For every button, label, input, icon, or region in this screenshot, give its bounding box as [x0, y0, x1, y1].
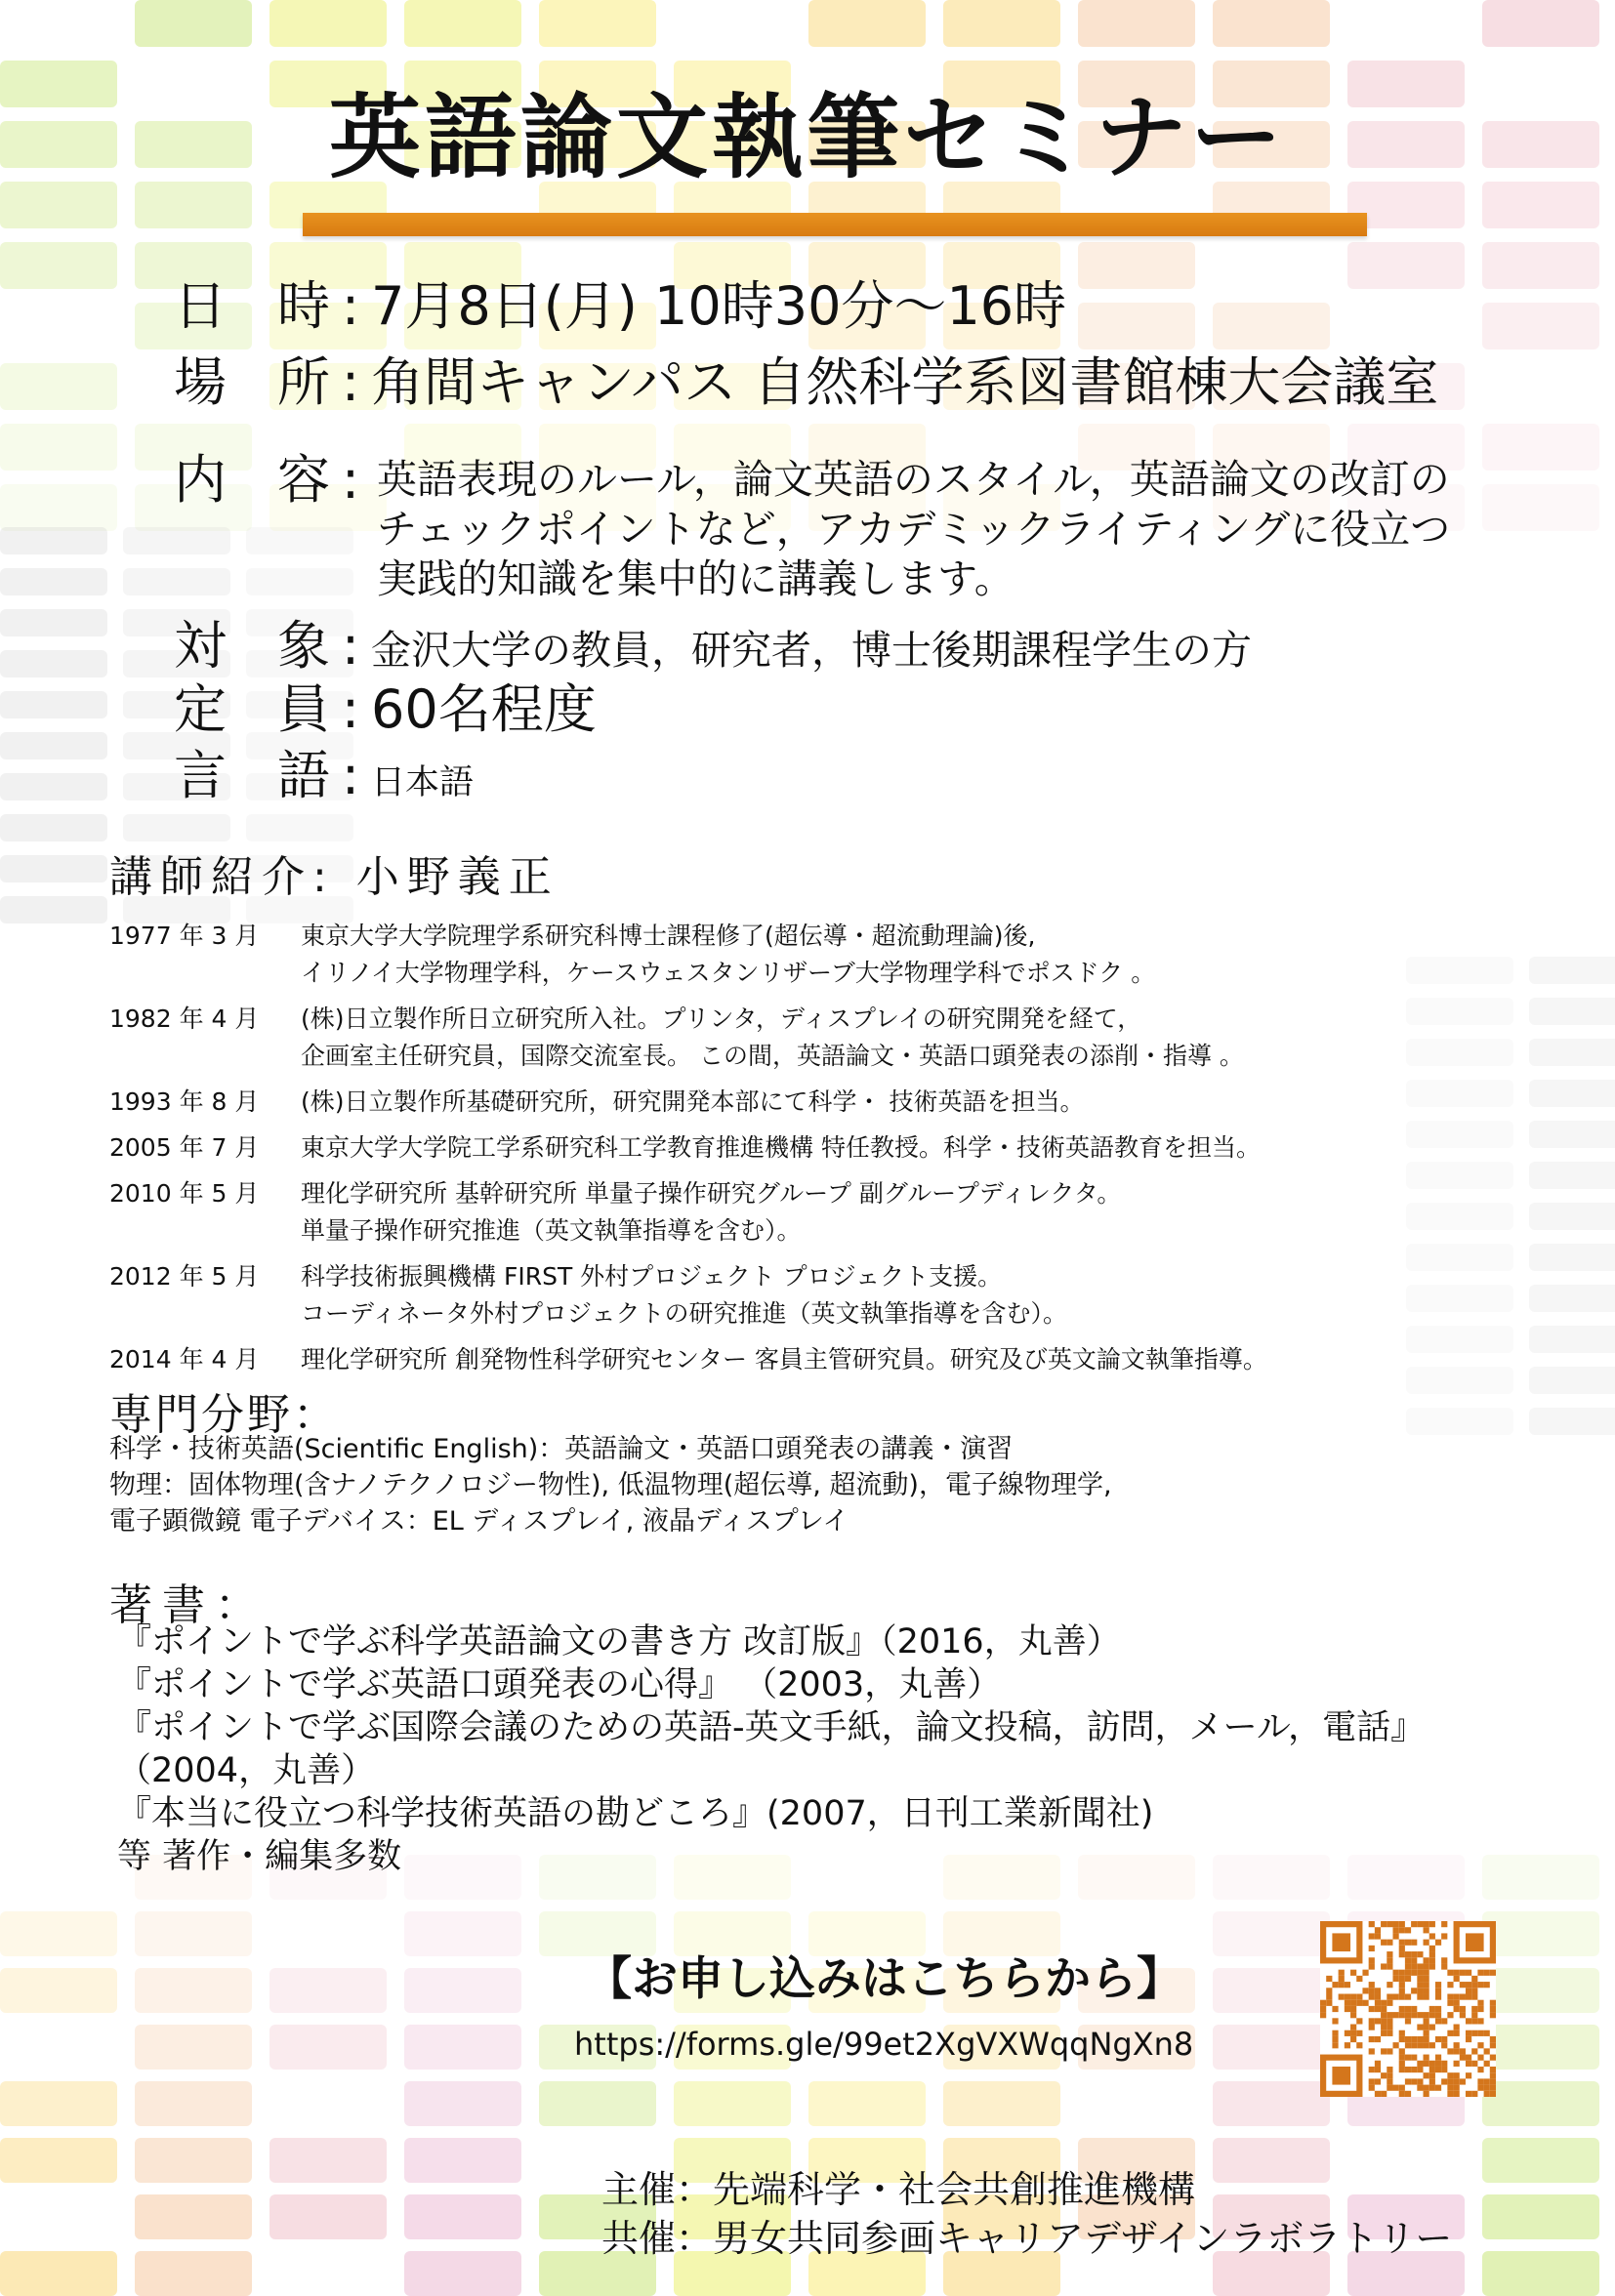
career-date: 1982 年 4 月: [109, 1004, 260, 1033]
career-line: 企画室主任研究員，国際交流室長。 この間，英語論文・英語口頭発表の添削・指導 。: [301, 1042, 1244, 1070]
info-capacity: [174, 678, 597, 740]
career-entry: [109, 918, 1267, 992]
book-list: [117, 1620, 1425, 1878]
info-capacity-value: 60名程度: [371, 678, 597, 740]
book-item: 『ポイントで学ぶ英語口頭発表の心得』 （2003，丸善）: [117, 1665, 1002, 1704]
info-language: [174, 745, 474, 806]
career-date: 2012 年 5 月: [109, 1262, 260, 1291]
content-line: 実践的知識を集中的に講義します。: [377, 554, 1015, 602]
info-datetime-label: 日 時: [174, 275, 330, 337]
info-content: [174, 449, 371, 511]
field-line: 電子顕微鏡 電子デバイス：EL ディスプレイ, 液晶ディスプレイ: [109, 1506, 849, 1537]
content-line: チェックポイントなど，アカデミックライティングに役立つ: [377, 505, 1451, 553]
organizer-cohost: 共催：男女共同参画キャリアデザインラボラトリー: [601, 2217, 1453, 2260]
info-target-value: 金沢大学の教員，研究者，博士後期課程学生の方: [371, 627, 1252, 674]
info-capacity-label: 定 員: [174, 678, 330, 740]
info-place-value: 角間キャンパス 自然科学系図書館棟大会議室: [371, 351, 1439, 413]
info-colon: :: [341, 275, 360, 337]
apply-url-link[interactable]: https://forms.gle/99et2XgVXWqqNgXn8: [574, 2026, 1194, 2063]
info-colon: :: [341, 745, 360, 806]
career-date: 1993 年 8 月: [109, 1087, 260, 1116]
content-line: 英語表現のルール，論文英語のスタイル，英語論文の改訂の: [377, 456, 1450, 503]
career-list: [109, 918, 1267, 1387]
apply-heading: 【お申し込みはこちらから】: [586, 1952, 1182, 2006]
info-target: [174, 615, 1252, 676]
field-list: [109, 1431, 1112, 1539]
info-datetime-value: 7月8日(月) 10時30分～16時: [371, 275, 1067, 337]
info-datetime: [174, 275, 1066, 337]
field-heading: 専門分野：: [109, 1390, 339, 1440]
info-colon: :: [341, 615, 360, 676]
field-line: 科学・技術英語(Scientific English)：英語論文・英語口頭発表の講義・演習: [109, 1434, 1014, 1464]
career-line: 単量子操作研究推進（英文執筆指導を含む）。: [301, 1216, 802, 1245]
info-place: [174, 351, 1438, 413]
career-line: (株)日立製作所日立研究所入社。プリンタ，ディスプレイの研究開発を経て，: [301, 1004, 1142, 1033]
career-line: 東京大学大学院工学系研究科工学教育推進機構 特任教授。科学・技術英語教育を担当。: [301, 1133, 1261, 1162]
info-colon: :: [341, 351, 360, 413]
book-item: 『ポイントで学ぶ国際会議のための英語-英文手紙，論文投稿，訪問，メール，電話』: [117, 1708, 1426, 1747]
lecturer-heading: 講師紹介: 小野義正: [109, 852, 559, 902]
career-date: 1977 年 3 月: [109, 922, 260, 950]
field-line: 物理：固体物理(含ナノテクノロジー物性), 低温物理(超伝導, 超流動)，電子線物理学,: [109, 1470, 1112, 1500]
organizer-host: 主催：先端科学・社会共創推進機構: [601, 2168, 1196, 2211]
book-item: 等 著作・編集多数: [117, 1837, 402, 1876]
page-title: 英語論文執筆セミナー: [328, 85, 1286, 191]
book-item: 『ポイントで学ぶ科学英語論文の書き方 改訂版』（2016，丸善）: [117, 1622, 1121, 1661]
career-date: 2005 年 7 月: [109, 1133, 260, 1162]
career-date: 2010 年 5 月: [109, 1179, 260, 1208]
career-line: コーディネータ外村プロジェクトの研究推進（英文執筆指導を含む）。: [301, 1299, 1068, 1328]
career-entry: [109, 1001, 1267, 1075]
career-line: 東京大学大学院理学系研究科博士課程修了(超伝導・超流動理論)後,: [301, 922, 1036, 950]
career-entry: [109, 1129, 1267, 1167]
info-content-label: 内 容: [174, 449, 330, 511]
career-entry: [109, 1175, 1267, 1250]
book-item: 『本当に役立つ科学技術英語の勘どころ』(2007，日刊工業新聞社): [117, 1794, 1154, 1833]
info-content-text: [377, 455, 1450, 603]
books-heading: 著書：: [109, 1580, 268, 1630]
info-language-value: 日本語: [371, 763, 475, 802]
career-line: イリノイ大学物理学科，ケースウェスタンリザーブ大学物理学科でポスドク 。: [301, 959, 1156, 987]
career-line: 科学技術振興機構 FIRST 外村プロジェクト プロジェクト支援。: [301, 1262, 1003, 1291]
qr-code[interactable]: [1320, 1921, 1496, 2097]
career-entry: [109, 1258, 1267, 1332]
career-date: 2014 年 4 月: [109, 1345, 260, 1374]
info-colon: :: [341, 678, 360, 740]
career-line: 理化学研究所 創発物性科学研究センター 客員主管研究員。研究及び英文論文執筆指導。: [301, 1345, 1267, 1374]
book-item: （2004，丸善）: [117, 1751, 376, 1790]
info-place-label: 場 所: [174, 351, 330, 413]
career-entry: [109, 1341, 1267, 1378]
info-target-label: 対 象: [174, 615, 330, 676]
career-line: (株)日立製作所基礎研究所，研究開発本部にて科学・ 技術英語を担当。: [301, 1087, 1085, 1116]
career-line: 理化学研究所 基幹研究所 単量子操作研究グループ 副グループディレクタ。: [301, 1179, 1122, 1208]
info-language-label: 言 語: [174, 745, 330, 806]
career-entry: [109, 1084, 1267, 1121]
title-underline-bar: [303, 213, 1367, 236]
info-colon: :: [341, 449, 360, 511]
